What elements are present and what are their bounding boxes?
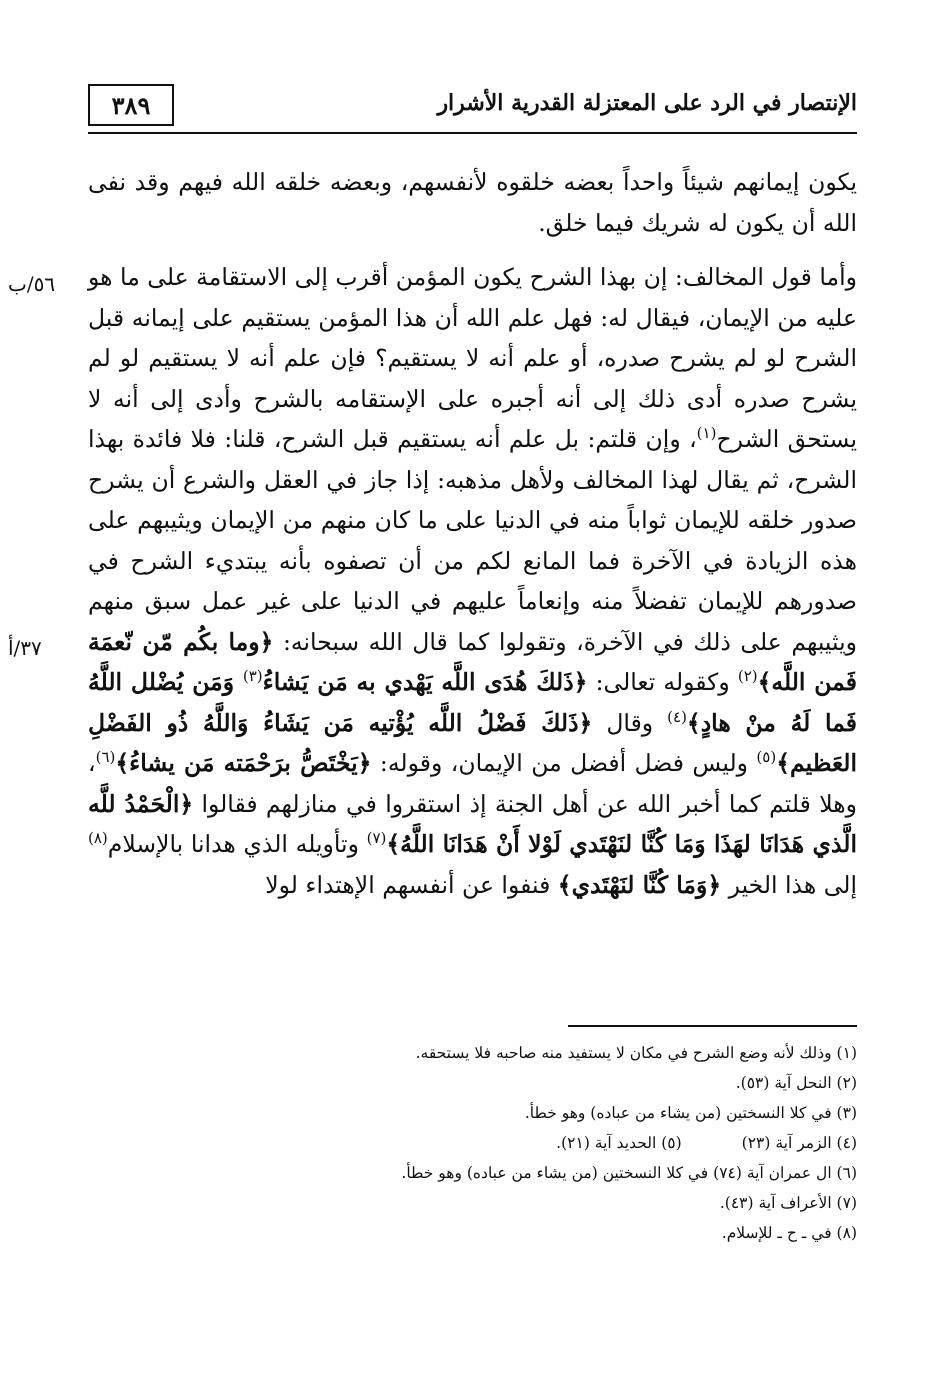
text-segment: وتأويله الذي هدانا بالإسلام — [107, 830, 367, 858]
footnote-ref-7: (٧) — [366, 829, 387, 848]
text-segment: وقال — [592, 708, 668, 737]
text-segment: وكقوله تعالى: — [587, 668, 738, 696]
footnote-ref-5: (٥) — [756, 748, 777, 767]
footnote-8: (٨) في ـ ح ـ للإسلام. — [721, 1224, 857, 1242]
body-text — [88, 162, 857, 905]
quran-verse: وَمَن يُضْلل اللَّهُ فَما لَهُ منْ هادٍ﴾ — [88, 668, 858, 737]
paragraph-1: يكون إيمانهم شيئاً واحداً بعضه خلقوه لأنفسهم، وبعضه خلقه الله فيهم وقد نفى الله أن يكون له شريك فيما خلق. — [88, 168, 857, 237]
text-segment: ، وإن قلتم: بل علم أنه يستقيم قبل الشرح، قلنا: فلا فائدة بهذا الشرح، ثم يقال لهذا المخالف ولأهل مذهبه: إذا جاز في العقل والشرع أن يشرح صدور خلقه للإيمان ثواباً منه في الدنيا على ما كان منهم من الإيمان ويثيبهم على هذه الزيادة في الآخرة فما المانع لكم من أن تصفوه بأنه يبتديء الشرح في صدورهم للإيمان تفضلاً منه وإنعاماً عليهم في الدنيا على غير عمل سبق منهم ويثيبهم على ذلك في الآخرة، وتقولوا كما قال الله سبحانه: — [88, 425, 857, 656]
footnote-ref-2: (٢) — [737, 667, 758, 686]
footnote-ref-3: (٣) — [242, 667, 263, 686]
footnote-ref-4: (٤) — [667, 707, 687, 726]
quran-verse: ﴿وما بكُم مّن نّعمَة فَمن اللَّه﴾ — [88, 627, 857, 696]
margin-note-folio-37a: ٣٧/أ — [8, 636, 42, 660]
footnote-ref-1: (١) — [696, 424, 717, 443]
paragraph-2 — [88, 257, 857, 905]
text-segment: إلى هذا الخير — [721, 870, 857, 899]
running-title: الإنتصار في الرد على المعتزلة القدرية الأشرار — [437, 90, 857, 116]
text-segment: فنفوا عن أنفسهم الإهتداء لولا — [265, 870, 558, 899]
quran-verse: ﴿وَمَا كُنَّا لنَهْتَدي﴾ — [557, 870, 722, 899]
page-header — [88, 84, 857, 136]
footnote-2: (٢) النحل آية (٥٣). — [735, 1074, 857, 1092]
footnote-6: (٦) ال عمران آية (٧٤) في كلا النسختين (من يشاء من عباده) وهو خطأ. — [401, 1164, 857, 1182]
text-segment: ، وهلا قلتم كما أخبر الله عن أهل الجنة إذ استقروا في منازلهم فقالوا — [88, 749, 857, 818]
quran-verse: ﴿يَخْتَصُّ برَحْمَته مَن يشاءُ﴾ — [115, 749, 372, 777]
quran-verse: ﴿الْحَمْدُ للَّه الَّذي هَدَانَا لهَذَا وَمَا كُنَّا لنَهْتَدي لَوْلا أَنْ هَدَانَا اللَّهُ﴾ — [88, 789, 857, 858]
footnote-row-4-5 — [200, 1128, 857, 1158]
quran-verse: ﴿ذَلكَ فَضْلُ اللَّه يُؤْتيه مَن يَشَاءُ وَاللَّهُ ذُو الفَضْلِ العَظيم﴾ — [88, 708, 857, 777]
quran-verse: ﴿ذَلكَ هُدَى اللَّه يَهْدي به مَن يَشاءُ — [262, 668, 588, 696]
footnote-ref-6: (٦) — [95, 748, 116, 767]
text-segment: وليس فضل أفضل من الإيمان، وقوله: — [371, 749, 757, 777]
footnote-7: (٧) الأعراف آية (٤٣). — [719, 1194, 857, 1212]
footnote-5: (٥) الحديد آية (٢١). — [556, 1134, 682, 1152]
header-rule — [88, 132, 857, 134]
margin-note-folio-56b: ٥٦/ب — [8, 272, 56, 296]
footnote-4: (٤) الزمر آية (٢٣) — [741, 1134, 857, 1152]
footnote-ref-8: (٨) — [88, 829, 108, 848]
page-number: ٣٨٩ — [88, 84, 174, 126]
text-segment: وأما قول المخالف: إن بهذا الشرح يكون المؤمن أقرب إلى الاستقامة على ما هو عليه من الإيمان، فيقال له: فهل علم الله أن هذا المؤمن يستقيم على إيمانه قبل الشرح لو لم يشرح صدره، أو علم أنه لا يستقيم؟ فإن علم أنه لا يستقيم لو لم يشرح صدره أدى ذلك إلى أنه أجبره على الإستقامه بالشرح وأدى إلى أنه لا يستحق الشرح — [88, 263, 858, 453]
footnote-1: (١) وذلك لأنه وضع الشرح في مكان لا يستفيد منه صاحبه فلا يستحقه. — [415, 1044, 857, 1062]
footnote-rule — [568, 1025, 857, 1027]
footnotes — [200, 1038, 857, 1248]
footnote-3: (٣) في كلا النسختين (من يشاء من عباده) وهو خطأ. — [524, 1104, 857, 1122]
